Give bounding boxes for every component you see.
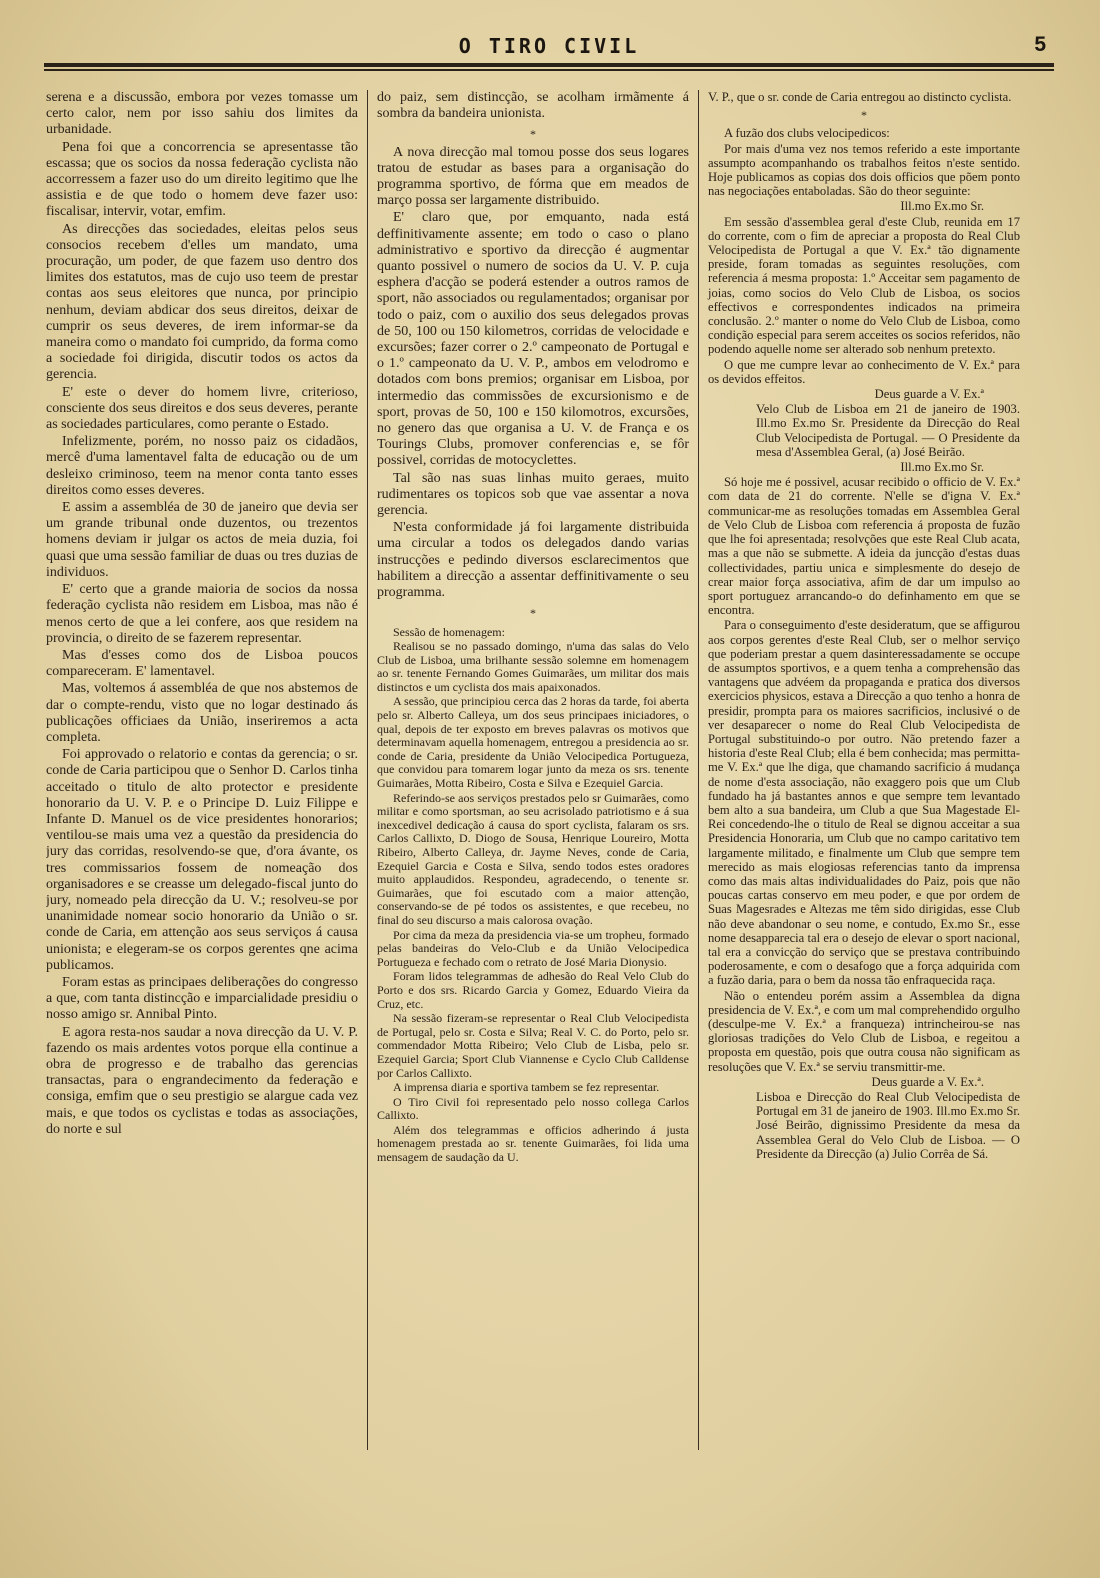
header-rule-thin [44,69,1054,71]
paragraph: Tal são nas suas linhas muito geraes, muito rudimentares os topicos sob que vae assentar a nova gerencia. [377,470,689,519]
paragraph: Pena foi que a concorrencia se apresentasse tão escassa; que os socios da nossa federação cyclista não accorressem a fazer uso do um direito legitimo que lhe assistia e de que todo o homem deve fazer uso: fiscalisar, intervir, votar, emfim. [46,139,358,220]
paragraph: E' certo que a grande maioria de socios da nossa federação cyclista não residem em Lisboa, mas não é menos certo de que a lei confere, aos que residem na provincia, o direito de se fazerem representar. [46,582,358,646]
section-separator: * [530,606,536,621]
paragraph: serena e a discussão, embora por vezes tomasse um certo calor, nem por isso sahiu dos limites da urbanidade. [46,90,358,138]
paragraph: Realisou se no passado domingo, n'uma das salas do Velo Club de Lisboa, uma brilhante sessão solemne em homenagem ao sr. tenente Fernando Gomes Guimarães, um militar dos mais distinctos e um cyclista dos mais apaixonados. [377,639,689,694]
letter-closing: Deus guarde a V. Ex.ª. [871,1074,984,1089]
page-header [44,34,1054,64]
column-3 [699,90,1020,1550]
header-rule-thick [44,63,1054,67]
paragraph: Mas, voltemos á assembléa de que nos abstemos de dar o compte-rendu, visto que no logar destinado ás publicações officiaes da União, inseriremos a acta completa. [46,681,358,745]
paragraph: Só hoje me é possivel, acusar recibido o officio de V. Ex.ª com data de 21 do corrente. N'elle se d'igna V. Ex.ª communicar-me as resoluções tomadas em Assemblea Geral de Velo Club de Lisboa com referencia á proposta de fuzão que lhe foi apresentada; resolvções que este Real Club acata, mas a que não se submette. A ideia da juncção d'estas duas collectividades, partiu unica e simplesmente do desejo de crear maior força associativa, afim de dar um impulso ao sport portuguez arrancando-o do definhamento em que se encontra. [708,475,1020,618]
paragraph: Além dos telegrammas e officios adherindo á justa homenagem prestada ao sr. tenente Guimarães, foi lida uma mensagem de saudação da U. [377,1122,689,1165]
paragraph: Foram lidos telegrammas de adhesão do Real Velo Club do Porto e dos srs. Ricardo Garcia y Gomez, Eduardo Vieira da Cruz, etc. [377,969,689,1011]
paragraph: A sessão, que principiou cerca das 2 horas da tarde, foi aberta pelo sr. Alberto Calleya, um dos seus principaes iniciadores, o qual, depois de ter exposto em breves palavras os motivos que determinavam aquella homenagem, entregou a presidencia ao sr. conde de Caria, presidente da União Velocipedica Portugueza, que convidou para tomarem logar junto da meza os srs. tenente Guimarães, Motta Ribeiro, Costa e Silva e Ezequiel Garcia. [377,694,689,791]
letter-salutation: Ill.mo Ex.mo Sr. [900,199,984,214]
paragraph: Para o conseguimento d'este desideratum, que se affigurou aos corpos gerentes d'este Real Club, ser o melhor serviço que poderiam prestar a quem dasinteressadamente se occupe de assumptos sportivos, e a quem tenha a comprehensão das vantagens que advéem da propaganda e pratica dos diversos exercicios physicos, estava a Direcção a quo tenho a honra de presidir, prompta para os maiores sacrificios, inclusivé o de ver desaparecer o nome do Real Club Velocipedista de Portugal substituindo-o por outro. Não pretendo fazer a historia d'este Real Club; ella é bem conhecida; mas permitta-me V. Ex.ª que lhe diga, que chamando sacrificio á mudança de nome d'esta associação, não exaggero pois que um Club fundado ha já bastantes annos e que sempre tem levantado bem alto a sua bandeira, um Club a que Sua Magestade El-Rei concedendo-lhe o titulo de Real se dignou acceitar a sua Presidencia Honoraria, um Club que no campo caritativo tem largamente militado, e finalmente um Club que sempre tem merecido as mais elogiosas referencias tanto da imprensa como das mais altas individualidades do Paiz, pois que não poucas cartas conservo em meu poder, e que por ordem de Suas Magesrades e Altezas me têm sido dirigidas, esse Club não deve abandonar o seu nome, e contudo, Ex.mo Sr., esse nome desapparecia tal era o desejo de elevar o sport nacional, tal era a convicção do serviço que se prestava contribuindo poderosamente, e com o desafogo que a força adquirida com a fuzão daria, para o bem da nossa tão enfraquecida raça. [708,618,1020,988]
paragraph: E' claro que, por emquanto, nada está deffinitivamente assente; em todo o caso o plano administrativo e sportivo da direcção é augmentar quanto possivel o numero de socios da U. V. P. cuja esphera d'acção se poderá estender a outros ramos de sport, não associados ou regulamentados; organisar por todo o paiz, com o auxilio dos seus delegados provas de 50, 100 ou 150 kilometros, corridas de velocidade e excursões; fazer correr o 2.º campeonato de Portugal e o 1.º campeonato da U. V. P., ambos em velodromo e dotados com bons premios; organisar em Lisboa, por intermedio das commissões de excursionismo e de sport, provas de 50, 100 e 150 kilomotros, excursões, no genero das que organisa a U. V. de França e os Tourings Clubs, promover conferencias e, se fôr possivel, corridas de motocyclettes. [377,210,689,469]
paragraph: E agora resta-nos saudar a nova direcção da U. V. P. fazendo os mais ardentes votos porque ella continue a obra de progresso e de trabalho das gerencias transactas, para o engrandecimento da federação e consiga, emfim que o seu prestigio se alargue cada vez mais, e que todos os cyclistas e todas as associações, do norte e sul [46,1024,358,1137]
section-heading: Sessão de homenagem: [393,624,505,639]
paragraph: Infelizmente, porém, no nosso paiz os cidadãos, mercê d'uma lamentavel falta de educação ou de um desleixo criminoso, teem na menor conta tanto esses direitos como esses deveres. [46,434,358,498]
paragraph: Por cima da meza da presidencia via-se um tropheu, formado pelas bandeiras do Velo-Club e da União Velocipedica Portugueza e fechado com o retrato de José Maria Dionysio. [377,927,689,969]
column-1 [46,90,367,1550]
letter-signature: Lisboa e Direcção do Real Club Velocipedista de Portugal em 31 de janeiro de 1903. Ill.mo Ex.mo Sr. José Beirão, dignissimo Presidente da mesa da Assemblea Geral do Velo Club de Lisboa. — O Presidente da Direcção (a) Julio Corrêa de Sá. [756,1090,1020,1161]
paragraph: A imprensa diaria e sportiva tambem se fez representar. [393,1080,660,1095]
paragraph: Mas d'esses como dos de Lisboa poucos compareceram. E' lamentavel. [46,647,358,680]
paragraph: N'esta conformidade já foi largamente distribuida uma circular a todos os delegados dando varias instrucções e pedindo diversos esclarecimentos que habilitem a direcção a assentar deffinitivamente o seu programma. [377,520,689,601]
paragraph: Não o entendeu porém assim a Assemblea da digna presidencia de V. Ex.ª, e com um mal comprehendido orgulho (desculpe-me V. Ex.ª a franqueza) intrincheirou-se nas gloriosas tradições do Velo Club de Lisboa, e regeitou a proposta em questão, pois que outra cousa não significam as resoluções que V. Ex.ª se serviu transmittir-me. [708,988,1020,1074]
paragraph: Na sessão fizeram-se representar o Real Club Velocipedista de Portugal, pelo sr. Costa e Silva; Real V. C. do Porto, pelo sr. commendador Motta Ribeiro; Velo Club de Lisba, pelo sr. Ezequiel Garcia; Sport Club Viannense e Cyclo Club Calldense por Carlos Callixto. [377,1011,689,1080]
paragraph: A nova direcção mal tomou posse dos seus logares tratou de estudar as bases para a organisação do programma sportivo, de fórma que em meados de março possa ser largamente distribuido. [377,144,689,209]
paragraph: Foi approvado o relatorio e contas da gerencia; o sr. conde de Caria participou que o Senhor D. Carlos tinha acceitado o titulo de alto protector e presidente honorario da U. V. P. e o Principe D. Luiz Filippe e Infante D. Manuel os de vice presidentes honorarios; ventilou-se mais uma vez a questão da presidencia do jury das corridas, resolvendo-se que, d'ora ávante, os tres commissarios fossem de nomeação dos organisadores e se creasse um delegado-fiscal junto do jury, nomeado pela direcção da U. V.; resolveu-se por unanimidade nomear socio honorario da União o sr. conde de Caria, em attenção aos seus serviços á causa unionista; e elegeram-se os corpos gerentes qne acima publicamos. [46,747,358,973]
paragraph: Por mais d'uma vez nos temos referido a este importante assumpto acompanhando os trabalhos feitos n'este sentido. Hoje publicamos as copias dos dois officios que põem ponto nas negociações entaboladas. São do theor seguinte: [708,141,1020,199]
paragraph: Foram estas as principaes deliberações do congresso a que, com tanta distincção e imparcialidade presidiu o nosso amigo sr. Annibal Pinto. [46,974,358,1023]
letter-signature: Velo Club de Lisboa em 21 de janeiro de 1903. Ill.mo Ex.mo Sr. Presidente da Direcção do Real Club Velocipedista de Portugal. — O Presidente da mesa d'Assemblea Geral, (a) José Beirão. [756,402,1020,459]
paragraph: E assim a assembléa de 30 de janeiro que devia ser um grande tribunal onde duzentos, ou trezentos homens deviam ir julgar os actos de meia duzia, foi quasi que uma sessão familiar de duas ou tres duzias de individuos. [46,500,358,580]
paragraph: V. P., que o sr. conde de Caria entregou ao distincto cyclista. [708,90,1012,104]
newspaper-title: O TIRO CIVIL [458,34,640,58]
paragraph: E' este o dever do homem livre, criterioso, consciente dos seus direitos e dos seus deveres, perante as sociedades particulares, como perante o Estado. [46,384,358,433]
paragraph: O que me cumpre levar ao conhecimento de V. Ex.ª para os devidos effeitos. [708,357,1020,386]
column-2 [368,90,698,1550]
letter-salutation: Ill.mo Ex.mo Sr. [900,460,984,475]
article-columns [46,90,1052,1550]
letter-closing: Deus guarde a V. Ex.ª [874,387,984,402]
section-separator: * [861,108,867,123]
paragraph: do paiz, sem distincção, se acolham irmãmente á sombra da bandeira unionista. [377,90,689,122]
page-number: 5 [1034,33,1046,56]
paragraph: As direcções das sociedades, eleitas pelos seus consocios recebem d'elles um mandato, uma procuração, um poder, de que fazem uso dentro dos limites dos estatutos, mas de cujo uso teem de prestar contas aos seus eleitores que nunca, por principio nenhum, deviam abdicar dos seus direitos, deixar de cumprir os seus deveres, de irem informar-se da maneira como o mandato foi cumprido, da forma como a sociedade foi dirigida, discutir todos os actos da gerencia. [46,221,358,383]
section-heading: A fuzão dos clubs velocipedicos: [724,126,890,141]
paragraph: O Tiro Civil foi representado pelo nosso collega Carlos Callixto. [377,1094,689,1123]
paragraph: Referindo-se aos serviços prestados pelo sr Guimarães, como militar e como sportsman, ao seu acrisolado patriotismo e á sua inexcedivel dedicação á causa do sport cyclista, falaram os srs. Carlos Callixto, D. Diogo de Sousa, Henrique Loureiro, Motta Ribeiro, Alberto Calleya, dr. Jayme Neves, conde de Caria, Ezequiel Garcia e Costa e Silva, sendo todos estes oradores muito applaudidos. Respondeu, agradecendo, o tenente sr. Guimarães, que foi escutado com a maior attenção, conservando-se de pé todos os assistentes, e que recebeu, no final do seu discurso a mais calorosa ovação. [377,790,689,927]
section-separator: * [530,127,536,142]
paragraph: Em sessão d'assemblea geral d'este Club, reunida em 17 do corrente, com o fim de apreciar a proposta do Real Club Velocipedista de Portugal a que V. Ex.ª tão dignamente preside, foram tomadas as seguintes resoluções, com referencia á mesma proposta: 1.º Acceitar sem pagamento de joias, como socios do Velo Club de Lisboa, os socios effectivos e correspondentes indicados na primeira conclusão. 2.º manter o nome do Velo Club de Lisboa, como condição especial para serem acceites os socios referidos, não podendo aquelle nome ser alterado sob nenhum pretexto. [708,214,1020,357]
homage-section [377,626,689,1165]
